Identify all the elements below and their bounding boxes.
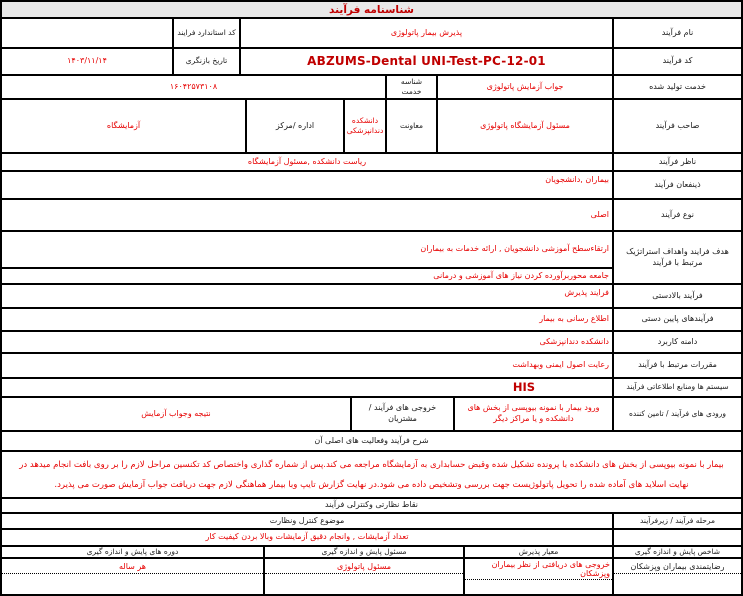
row-monitoring-labels	[2, 547, 741, 559]
row-observer	[2, 154, 741, 172]
owner-label: صاحب فرآیند	[612, 100, 741, 152]
type-label: نوع فرآیند	[612, 200, 741, 230]
downstream-value: اطلاع رسانی به بیمار	[539, 314, 609, 324]
service-id-label: شناسه خدمت	[385, 76, 436, 98]
upstream-label: فرآیند بالادستی	[612, 285, 741, 307]
row-monitoring-values	[2, 559, 741, 596]
period-value: هر ساله	[2, 559, 263, 574]
monitor-resp-label: مسئول پایش و اندازه گیری	[263, 547, 463, 557]
goals-values	[2, 232, 612, 283]
inputs-label: ورودی های فرآیند / تامین کننده	[612, 398, 741, 430]
systems-value-cell	[2, 379, 612, 396]
stage-label: مرحله فرآیند / زیرفرآیند	[612, 514, 741, 528]
row-scope	[2, 332, 741, 354]
criteria-value-cell	[463, 559, 612, 596]
row-systems	[2, 379, 741, 398]
review-date-value: ۱۴۰۳/۱۱/۱۴	[67, 56, 107, 66]
goal-value-1: ارتقاءسطح آموزشی دانشجویان , ارائه خدمات به بیماران	[420, 244, 609, 254]
criteria-value: خروجی های دریافتی از نظر بیماران وپزشکان	[465, 559, 612, 580]
row-control-subject	[2, 514, 741, 530]
form-title-bar	[2, 2, 741, 19]
process-code-value: ABZUMS-Dental UNI-Test-PC-12-01	[239, 49, 612, 74]
observer-label: ناظر فرآیند	[612, 154, 741, 170]
row-upstream	[2, 285, 741, 309]
row-process-code	[2, 49, 741, 76]
description-header: شرح فرآیند وفعالیت های اصلی آن	[314, 435, 429, 445]
period-value-cell	[2, 559, 263, 596]
office-value: آزمایشگاه	[106, 120, 141, 130]
period-value-spacer	[2, 574, 263, 596]
stakeholders-value: بیماران ,دانشجویان	[545, 175, 609, 184]
downstream-label: فرآیندهای پایین دستی	[612, 309, 741, 330]
process-name-label: نام فرآیند	[612, 19, 741, 47]
deputy-label: معاونت	[385, 100, 436, 152]
scope-value: دانشکده دندانپزشکی	[539, 336, 609, 346]
control-subject-value: تعداد آزمایشات , وانجام دقیق آزمایشات وبالا بردن کیفیت کار	[205, 532, 409, 542]
row-regulations	[2, 354, 741, 379]
service-value: جواب آزمایش پاتولوژی	[436, 76, 612, 98]
outputs-value: نتیجه وجواب آزمایش	[141, 408, 211, 418]
period-label: دوره های پایش و اندازه گیری	[86, 547, 179, 556]
systems-label: سیستم ها ومنابع اطلاعاتی فرآیند	[612, 379, 741, 396]
row-service	[2, 76, 741, 100]
control-header: نقاط نظارتی وکنترلی فرآیند	[324, 500, 419, 510]
stakeholders-label: ذینفعان فرآیند	[612, 172, 741, 198]
systems-value: HIS	[512, 380, 536, 394]
monitor-resp-value: مسئول پاتولوژی	[265, 559, 463, 574]
regulations-value: رعایت اصول ایمنی وبهداشت	[512, 360, 609, 370]
criteria-value-spacer	[465, 580, 612, 596]
control-subject-label: موضوع کنترل ونظارت	[269, 515, 345, 525]
index-label: شاخص پایش و اندازه گیری	[612, 547, 741, 557]
process-name-value: پذیرش بیمار پاتولوژی	[239, 19, 612, 47]
scope-label: دامنه کاربرد	[612, 332, 741, 352]
service-id-value: ۱۶۰۴۲۵۷۳۱۰۸	[169, 81, 218, 91]
stage-value-empty	[612, 530, 741, 545]
goal-value-2: جامعه محوربرآورده کردن نیاز های آموزشی و درمانی	[433, 270, 609, 280]
row-inputs-outputs	[2, 398, 741, 432]
owner-value: مسئول آزمایشگاه پاتولوژی	[436, 100, 612, 152]
goal-subrow-1	[2, 232, 612, 269]
goal-subrow-2	[2, 269, 612, 283]
monitor-resp-value-spacer	[265, 574, 463, 596]
index-value: رضایتمندی بیماران وپزشکان	[614, 559, 741, 574]
criteria-label: معیار پذیرش	[463, 547, 612, 557]
form-title: شناسنامه فرآیند	[329, 3, 414, 16]
inputs-value: ورود بیمار با نمونه بیوپسی از بخش های دانشکده و یا مراکز دیگر	[453, 398, 612, 430]
office-label: اداره /مرکز	[245, 100, 343, 152]
row-goals	[2, 232, 741, 285]
review-date-label: تاریخ بازنگری	[172, 49, 239, 74]
deputy-value: دانشکده دندانپزشکی	[343, 100, 385, 152]
row-owner	[2, 100, 741, 154]
index-value-cell	[612, 559, 741, 596]
observer-value: ریاست دانشکده ,مسئول آزمایشگاه	[247, 156, 367, 166]
process-code-label: کد فرآیند	[612, 49, 741, 74]
regulations-label: مقررات مرتبط با فرآیند	[612, 354, 741, 377]
type-value: اصلی	[590, 209, 609, 219]
row-description-header	[2, 432, 741, 452]
description-text: بیمار با نمونه بیوپسی از بخش های دانشکده با پرونده تشکیل شده وقبض حسابداری به آزمایشگاه مراجعه می کند.پس از شماره گذاری واختصاص کد تکنسین مراحل لازم را بر روی بافت انجام میدهد در نهایت اسلاید های آماده شده را تحویل پاتولوژیست جهت بررسی وتشخیص داده می شود.در نهایت گزارش تایپ وبا بیمار هماهنگی لازم جهت دریافت جواب آزمایش صورت می پذیرد.	[19, 460, 724, 490]
row-downstream	[2, 309, 741, 332]
standard-code-value	[2, 19, 172, 47]
standard-code-label: کد استاندارد فرایند	[172, 19, 239, 47]
goals-label: هدف فرایند واهداف استراتژیک مرتبط با فرآیند	[612, 232, 741, 283]
row-type	[2, 200, 741, 232]
upstream-value: فرایند پذیرش	[564, 288, 609, 297]
row-control-header	[2, 499, 741, 514]
service-label: خدمت تولید شده	[612, 76, 741, 98]
row-control-subject-value	[2, 530, 741, 547]
monitor-resp-value-cell	[263, 559, 463, 596]
row-description	[2, 452, 741, 499]
row-stakeholders	[2, 172, 741, 200]
index-value-spacer	[614, 574, 741, 596]
row-process-name	[2, 19, 741, 49]
outputs-label: خروجی های فرآیند / مشتریان	[350, 398, 453, 430]
